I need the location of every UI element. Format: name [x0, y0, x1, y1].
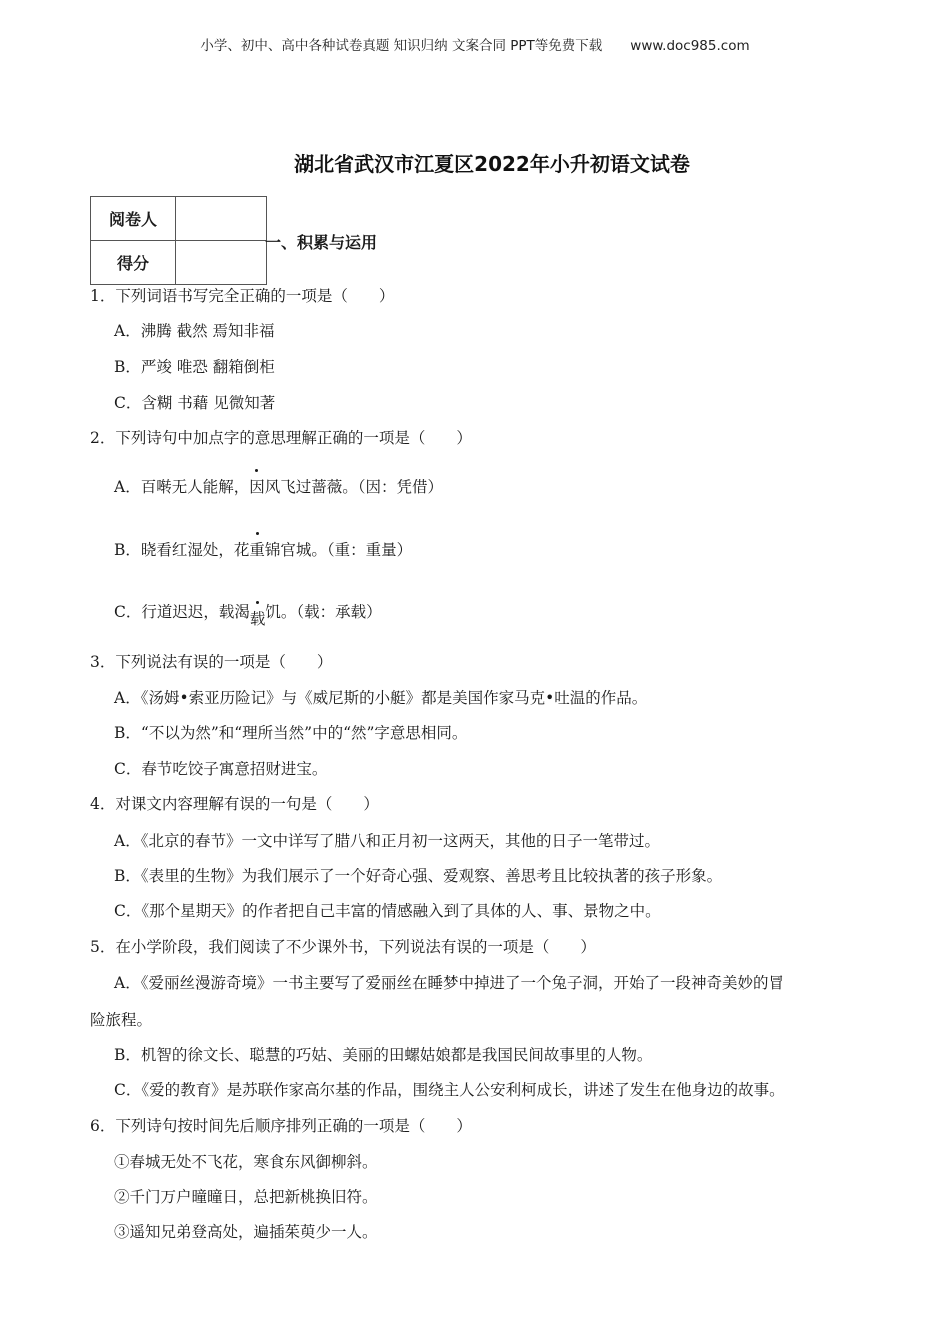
q2-option-b [114, 540, 412, 560]
q4-stem: 4．对课文内容理解有误的一句是（ ） [90, 795, 379, 813]
header-site: www.doc985.com [630, 38, 750, 54]
reviewer-cell [176, 197, 267, 241]
q2-a-after: 风飞过蔷薇。（因：凭借） [264, 478, 443, 496]
q6-line-3: ③遥知兄弟登高处，遍插茱萸少一人。 [114, 1223, 378, 1241]
section-heading: 一、积累与运用 [265, 233, 378, 252]
q1-stem: 1．下列词语书写完全正确的一项是（ ） [90, 287, 395, 305]
exam-title: 湖北省武汉市江夏区2022年小升初语文试卷 [294, 152, 690, 176]
q2-c-dotted-char: 载 [249, 610, 266, 628]
score-table [90, 196, 267, 285]
q2-stem: 2．下列诗句中加点字的意思理解正确的一项是（ ） [90, 429, 472, 447]
q5-option-c: C．《爱的教育》是苏联作家高尔基的作品，围绕主人公安利柯成长，讲述了发生在他身边的故事。 [114, 1081, 785, 1099]
q5-option-b: B．机智的徐文长、聪慧的巧姑、美丽的田螺姑娘都是我国民间故事里的人物。 [114, 1046, 653, 1064]
q3-option-b: B．“不以为然”和“理所当然”中的“然”字意思相同。 [114, 724, 468, 742]
q2-b-before: B．晓看红湿处，花 [114, 541, 250, 559]
q2-option-c [114, 602, 382, 628]
q6-line-2: ②千门万户曈曈日，总把新桃换旧符。 [114, 1188, 378, 1206]
q2-option-a [114, 477, 443, 497]
q2-a-before: A．百啭无人能解， [114, 478, 250, 496]
q2-a-dotted-char: 因 [249, 478, 265, 496]
q1-option-a: A．沸腾 截然 焉知非福 [114, 322, 275, 340]
score-cell [176, 241, 267, 285]
q5-stem: 5．在小学阶段，我们阅读了不少课外书，下列说法有误的一项是（ ） [90, 938, 596, 956]
q2-c-before: C．行道迟迟，载渴 [114, 603, 250, 621]
q4-option-c: C．《那个星期天》的作者把自己丰富的情感融入到了具体的人、事、景物之中。 [114, 902, 661, 920]
reviewer-label: 阅卷人 [91, 197, 176, 241]
q5-option-a-line2: 险旅程。 [90, 1011, 153, 1029]
q2-c-after: 饥。（载：承载） [265, 603, 382, 621]
page-header [0, 34, 950, 54]
q4-option-a: A．《北京的春节》一文中详写了腊八和正月初一这两天，其他的日子一笔带过。 [114, 832, 660, 850]
q5-option-a-line1: A．《爱丽丝漫游奇境》一书主要写了爱丽丝在睡梦中掉进了一个兔子洞，开始了一段神奇美妙的冒 [114, 974, 784, 992]
q1-option-b: B．严竣 唯恐 翻箱倒柜 [114, 358, 275, 376]
q2-b-dotted-char: 重 [249, 541, 265, 559]
q2-b-after: 锦官城。（重：重量） [264, 541, 413, 559]
q3-option-c: C．春节吃饺子寓意招财进宝。 [114, 760, 328, 778]
score-label: 得分 [91, 241, 176, 285]
q1-option-c: C．含糊 书藉 见微知著 [114, 394, 276, 412]
header-text: 小学、初中、高中各种试卷真题 知识归纳 文案合同 PPT等免费下载 [200, 38, 603, 54]
q3-stem: 3．下列说法有误的一项是（ ） [90, 653, 333, 671]
q3-option-a: A．《汤姆•索亚历险记》与《威尼斯的小艇》都是美国作家马克•吐温的作品。 [114, 689, 648, 707]
q4-option-b: B．《表里的生物》为我们展示了一个好奇心强、爱观察、善思考且比较执著的孩子形象。 [114, 867, 723, 885]
q6-line-1: ①春城无处不飞花，寒食东风御柳斜。 [114, 1153, 378, 1171]
q6-stem: 6．下列诗句按时间先后顺序排列正确的一项是（ ） [90, 1117, 472, 1135]
